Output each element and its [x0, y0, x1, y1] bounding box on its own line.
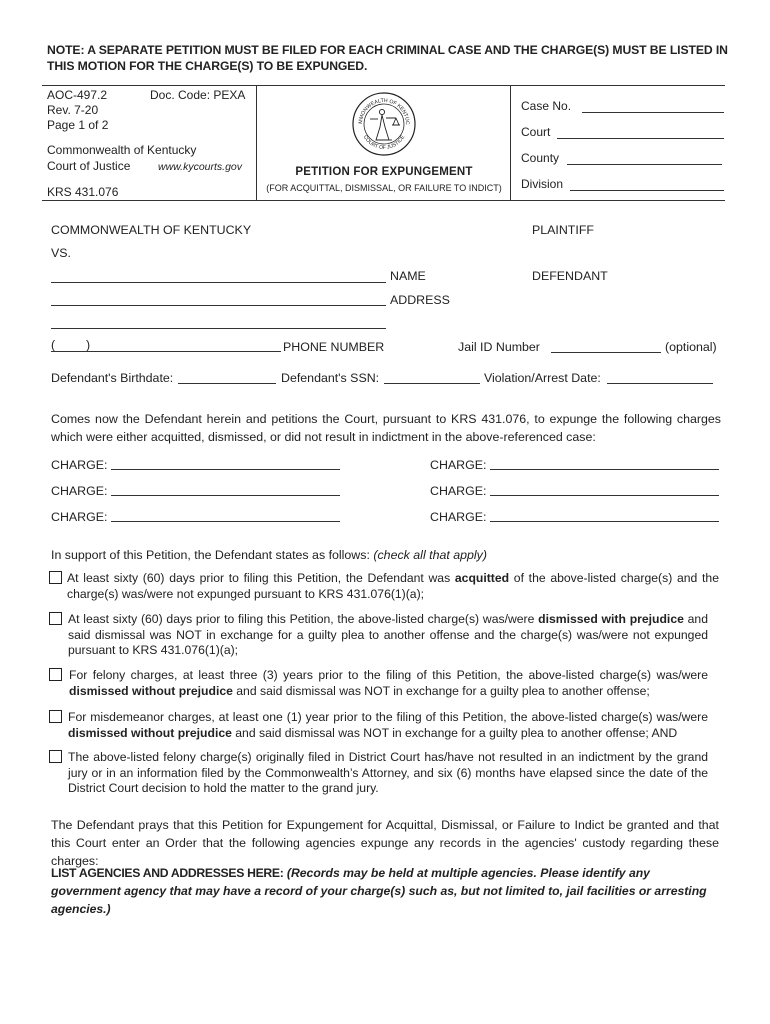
phone-area-close: ): [86, 338, 91, 352]
header-divider-left: [256, 85, 257, 200]
court-label: Court: [521, 125, 551, 139]
option-misdemeanor-text: [68, 710, 708, 741]
option-4-emphasis: dismissed without prejudice: [68, 725, 232, 740]
case-no-field[interactable]: [582, 112, 724, 113]
case-no-label: Case No.: [521, 99, 572, 113]
name-field[interactable]: [51, 282, 386, 283]
phone-field[interactable]: [51, 351, 281, 352]
violation-date-field[interactable]: [607, 383, 713, 384]
filing-note: NOTE: A SEPARATE PETITION MUST BE FILED FOR EACH CRIMINAL CASE AND THE CHARGE(S) MUST BE LISTED IN THIS MOTION FOR THE CHARGE(S) TO BE EXPUNGED.: [47, 43, 728, 73]
phone-area-open: (: [51, 338, 56, 352]
option-2-text-c: and said dismissal was NOT in exchange for a guilty plea to another offense and the charge(s) was/were not expunged pursuant to KRS 431.076(1)(a);: [68, 612, 708, 657]
svg-text:COURT OF JUSTICE: COURT OF JUSTICE: [361, 134, 407, 152]
form-subtitle: (FOR ACQUITTAL, DISMISSAL, OR FAILURE TO INDICT): [266, 183, 502, 193]
charge-field-2[interactable]: [490, 469, 719, 470]
support-heading: [51, 548, 487, 562]
option-2-emphasis: dismissed with prejudice: [538, 612, 684, 626]
phone-label: PHONE NUMBER: [283, 340, 385, 354]
charge-label-2: CHARGE:: [430, 458, 487, 472]
charge-label-4: CHARGE:: [430, 484, 487, 498]
jail-id-field[interactable]: [551, 352, 661, 353]
county-field[interactable]: [567, 164, 722, 165]
violation-date-label: Violation/Arrest Date:: [484, 371, 601, 385]
option-1-text-a: At least sixty (60) days prior to filing this Petition, the Defendant was: [67, 571, 455, 585]
charge-field-1[interactable]: [111, 469, 340, 470]
header-top-rule: [42, 85, 725, 86]
option-acquitted-text: [67, 571, 719, 602]
revision: Rev. 7-20: [47, 103, 99, 117]
division-label: Division: [521, 177, 564, 191]
charge-field-3[interactable]: [111, 495, 340, 496]
birthdate-field[interactable]: [178, 383, 276, 384]
court-field[interactable]: [557, 138, 724, 139]
versus-label: VS.: [51, 246, 71, 260]
charge-label-5: CHARGE:: [51, 510, 108, 524]
no-indictment-checkbox[interactable]: [49, 750, 62, 763]
doc-code: Doc. Code: PEXA: [150, 88, 246, 102]
option-4-text-c: and said dismissal was NOT in exchange for a guilty plea to another offense; AND: [231, 725, 678, 740]
jail-id-label: Jail ID Number: [458, 340, 540, 354]
agencies-section: [51, 864, 719, 918]
commonwealth-party: COMMONWEALTH OF KENTUCKY: [51, 223, 252, 237]
name-label: NAME: [390, 269, 426, 283]
acquitted-checkbox[interactable]: [49, 571, 62, 584]
intro-paragraph: Comes now the Defendant herein and petitions the Court, pursuant to KRS 431.076, to expunge the following charges which were either acquitted, dismissed, or did not result in indictment in the above-referenced case:: [51, 412, 721, 444]
address-label: ADDRESS: [390, 293, 450, 307]
defendant-label: DEFENDANT: [532, 269, 608, 283]
misdemeanor-dismissed-without-prejudice-checkbox[interactable]: [49, 710, 62, 723]
agencies-label: LIST AGENCIES AND ADDRESSES HERE:: [51, 866, 284, 880]
jail-id-optional: (optional): [665, 340, 717, 354]
option-1-emphasis: acquitted: [454, 571, 510, 585]
charge-label-1: CHARGE:: [51, 458, 108, 472]
felony-dismissed-without-prejudice-checkbox[interactable]: [49, 668, 62, 681]
birthdate-label: Defendant's Birthdate:: [51, 371, 174, 385]
charge-label-6: CHARGE:: [430, 510, 487, 524]
header-bottom-rule: [42, 200, 725, 201]
option-3-text-a: For felony charges, at least three (3) years prior to the filing of this Petition, the above-listed charge(s) was/were: [69, 668, 708, 682]
svg-text:COMMONWEALTH OF KENTUCKY: MMONWEALTH OF KENTUC: [357, 97, 411, 125]
website-link[interactable]: www.kycourts.gov: [158, 161, 243, 173]
form-number: AOC-497.2: [47, 88, 108, 102]
charge-label-3: CHARGE:: [51, 484, 108, 498]
option-3-emphasis: dismissed without prejudice: [69, 683, 233, 698]
option-3-text-c: and said dismissal was NOT in exchange for a guilty plea to another offense;: [232, 683, 650, 698]
option-dismissed-with-prejudice-text: [68, 612, 708, 659]
charge-field-6[interactable]: [490, 521, 719, 522]
prayer-paragraph: The Defendant prays that this Petition for Expungement for Acquittal, Dismissal, or Failure to Indict be granted and that this Court enter an Order that the following agencies expunge any records in the agencies' custody regarding these charges:: [51, 818, 719, 868]
option-felony-text: [69, 668, 708, 699]
option-2-text-a: At least sixty (60) days prior to filing this Petition, the above-listed charge(s) was/were: [68, 612, 539, 626]
page-number: Page 1 of 2: [47, 118, 109, 132]
kentucky-seal: [352, 92, 416, 156]
address-field-2[interactable]: [51, 328, 386, 329]
header-divider-right: [510, 85, 511, 200]
division-field[interactable]: [570, 190, 724, 191]
form-title: PETITION FOR EXPUNGEMENT: [295, 166, 473, 178]
support-lead: In support of this Petition, the Defendant states as follows:: [51, 548, 370, 562]
address-field-1[interactable]: [51, 305, 386, 306]
statute-reference: KRS 431.076: [47, 185, 119, 199]
commonwealth-label: Commonwealth of Kentucky: [47, 143, 197, 157]
county-label: County: [521, 151, 560, 165]
charge-field-5[interactable]: [111, 521, 340, 522]
plaintiff-label: PLAINTIFF: [532, 223, 594, 237]
charge-field-4[interactable]: [490, 495, 719, 496]
option-1-text-c: of the above-listed charge(s) and the charge(s) was/were not expunged pursuant to KRS 431.076(1)(a);: [67, 571, 719, 601]
option-no-indictment-text: [68, 750, 708, 797]
option-5-text-a: The above-listed felony charge(s) originally filed in District Court has/have not resulted in an indictment by the grand jury or in an information filed by the Commonwealth’s Attorney, and six (6) months have elapsed since the date of the District Court decision to hold the matter to the grand jury.: [68, 750, 708, 795]
check-all-instruction: (check all that apply): [373, 548, 487, 562]
agencies-instruction: (Records may be held at multiple agencies. Please identify any government agency that may have a record of your charge(s) such as, but not limited to, jail facilities or arresting agencies.): [51, 866, 707, 916]
court-of-justice-label: Court of Justice: [47, 159, 131, 173]
ssn-label: Defendant's SSN:: [281, 371, 380, 385]
option-4-text-a: For misdemeanor charges, at least one (1) year prior to the filing of this Petition, the above-listed charge(s) was/were: [68, 710, 708, 724]
dismissed-with-prejudice-checkbox[interactable]: [49, 612, 62, 625]
ssn-field[interactable]: [384, 383, 480, 384]
